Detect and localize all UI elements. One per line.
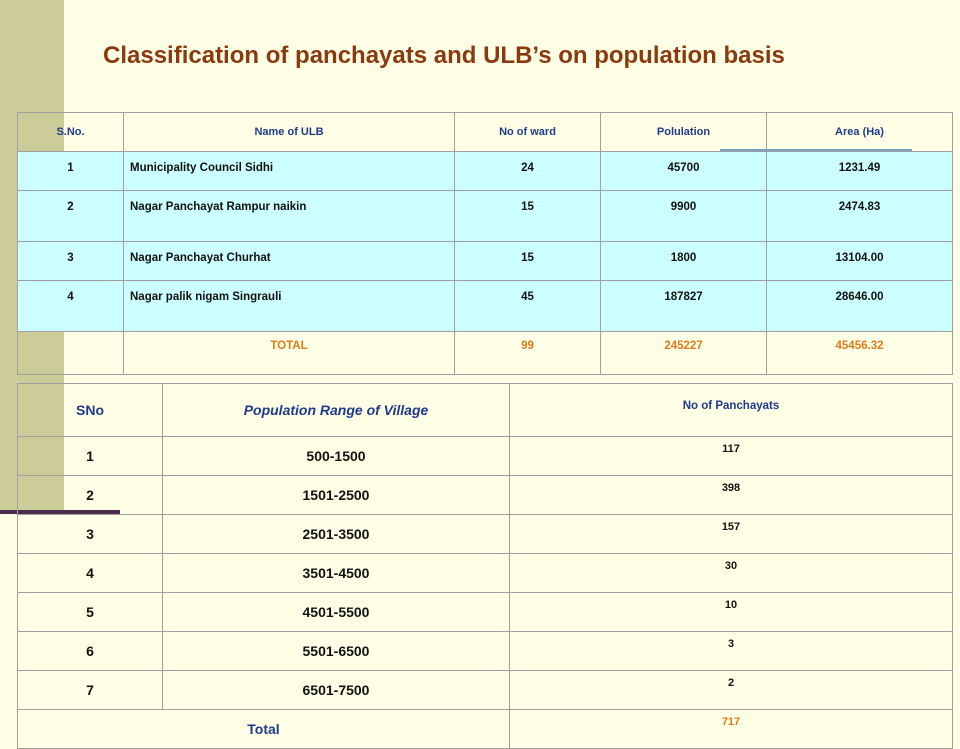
table-row — [18, 281, 953, 332]
ulb-area: 2474.83 — [767, 191, 953, 242]
table-row — [18, 515, 953, 554]
table-row — [18, 152, 953, 191]
table-row — [18, 437, 953, 476]
village-table — [17, 383, 953, 749]
ulb-population: 45700 — [601, 152, 767, 191]
village-sno: 3 — [18, 515, 163, 554]
ulb-header-wards: No of ward — [455, 113, 601, 152]
ulb-total-label: TOTAL — [124, 332, 455, 375]
ulb-population: 1800 — [601, 242, 767, 281]
ulb-area: 1231.49 — [767, 152, 953, 191]
village-range: 1501-2500 — [163, 476, 510, 515]
ulb-table — [17, 112, 953, 375]
village-total-row — [18, 710, 953, 749]
ulb-header-sno: S.No. — [18, 113, 124, 152]
ulb-total-population: 245227 — [601, 332, 767, 375]
village-sno: 4 — [18, 554, 163, 593]
village-sno: 1 — [18, 437, 163, 476]
ulb-population: 9900 — [601, 191, 767, 242]
ulb-sno: 2 — [18, 191, 124, 242]
village-header-count: No of Panchayats — [510, 384, 953, 437]
village-count: 3 — [510, 632, 953, 671]
village-range: 3501-4500 — [163, 554, 510, 593]
village-count: 10 — [510, 593, 953, 632]
ulb-area: 28646.00 — [767, 281, 953, 332]
ulb-header-name: Name of ULB — [124, 113, 455, 152]
ulb-wards: 15 — [455, 191, 601, 242]
ulb-header-area: Area (Ha) — [767, 113, 953, 152]
village-range: 4501-5500 — [163, 593, 510, 632]
ulb-sno: 1 — [18, 152, 124, 191]
ulb-sno: 3 — [18, 242, 124, 281]
village-sno: 5 — [18, 593, 163, 632]
table-row — [18, 632, 953, 671]
village-range: 6501-7500 — [163, 671, 510, 710]
village-count: 117 — [510, 437, 953, 476]
ulb-wards: 15 — [455, 242, 601, 281]
village-sno: 7 — [18, 671, 163, 710]
header-underline — [720, 149, 912, 151]
ulb-name: Municipality Council Sidhi — [124, 152, 455, 191]
table-row — [18, 476, 953, 515]
village-total-value: 717 — [510, 710, 953, 749]
village-header-row — [18, 384, 953, 437]
table-row — [18, 242, 953, 281]
village-header-sno: SNo — [18, 384, 163, 437]
ulb-total-wards: 99 — [455, 332, 601, 375]
ulb-name: Nagar palik nigam Singrauli — [124, 281, 455, 332]
village-range: 2501-3500 — [163, 515, 510, 554]
village-header-range: Population Range of Village — [163, 384, 510, 437]
ulb-population: 187827 — [601, 281, 767, 332]
village-range: 500-1500 — [163, 437, 510, 476]
table-row — [18, 671, 953, 710]
table-row — [18, 593, 953, 632]
table-row — [18, 554, 953, 593]
table-row — [18, 191, 953, 242]
ulb-area: 13104.00 — [767, 242, 953, 281]
village-total-label: Total — [18, 710, 510, 749]
village-count: 398 — [510, 476, 953, 515]
village-sno: 6 — [18, 632, 163, 671]
ulb-header-population: Polulation — [601, 113, 767, 152]
ulb-total-empty — [18, 332, 124, 375]
ulb-wards: 45 — [455, 281, 601, 332]
ulb-header-row — [18, 113, 953, 152]
ulb-total-row — [18, 332, 953, 375]
ulb-total-area: 45456.32 — [767, 332, 953, 375]
village-sno: 2 — [18, 476, 163, 515]
ulb-name: Nagar Panchayat Churhat — [124, 242, 455, 281]
ulb-wards: 24 — [455, 152, 601, 191]
village-count: 157 — [510, 515, 953, 554]
village-count: 30 — [510, 554, 953, 593]
village-count: 2 — [510, 671, 953, 710]
ulb-sno: 4 — [18, 281, 124, 332]
ulb-name: Nagar Panchayat Rampur naikin — [124, 191, 455, 242]
village-range: 5501-6500 — [163, 632, 510, 671]
page-title: Classification of panchayats and ULB’s on population basis — [103, 42, 785, 69]
